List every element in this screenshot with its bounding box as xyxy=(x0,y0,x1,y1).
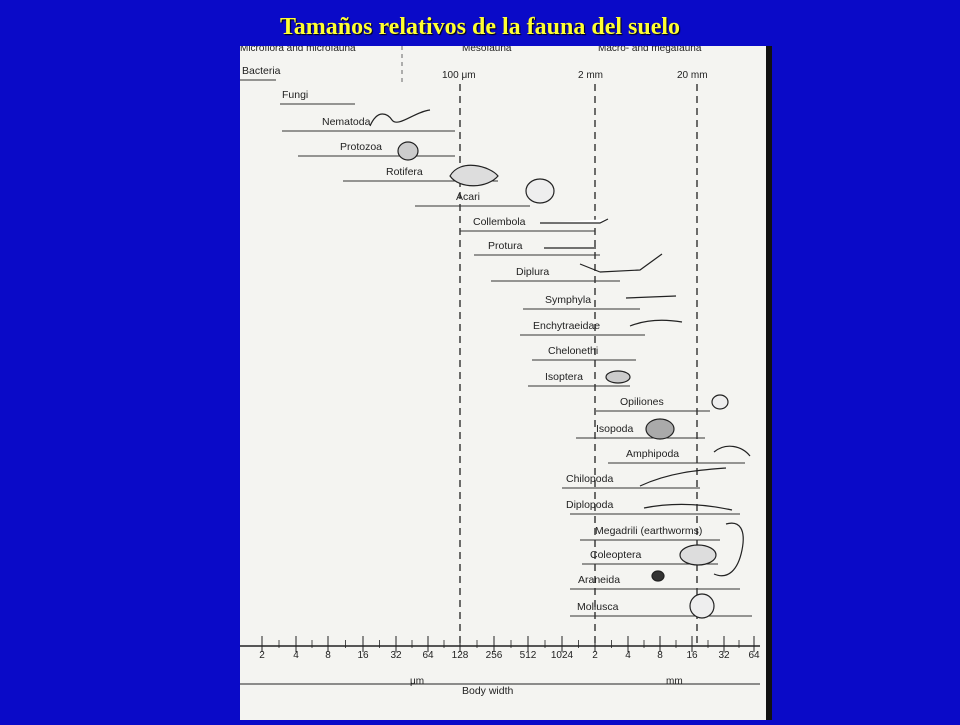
slide-title: Tamaños relativos de la fauna del suelo xyxy=(279,14,681,40)
axis-title: Body width xyxy=(462,685,514,697)
axis-tick-label: 128 xyxy=(451,650,469,661)
taxon-label: Protura xyxy=(488,240,523,252)
snail-icon xyxy=(690,594,714,618)
opiliones-icon xyxy=(712,395,728,409)
taxon-label: Coleoptera xyxy=(590,549,642,561)
beetle-icon xyxy=(680,545,716,565)
taxon-label: Diplura xyxy=(516,266,550,278)
isopod-icon xyxy=(646,419,674,439)
axis-tick-label: 64 xyxy=(748,650,760,661)
isoptera-icon xyxy=(606,371,630,383)
taxon-label: Isoptera xyxy=(545,371,583,383)
axis-tick-label: 2 xyxy=(259,650,265,661)
rotifer-icon xyxy=(450,165,498,185)
taxon-label: Protozoa xyxy=(340,141,383,153)
axis-tick-label: 4 xyxy=(625,650,631,661)
nematode-icon xyxy=(370,110,430,126)
enchytraeid-icon xyxy=(630,320,682,326)
axis-tick-label: 256 xyxy=(485,650,503,661)
taxon-label: Nematoda xyxy=(322,116,371,128)
centipede-icon xyxy=(640,468,726,486)
axis-tick-label: 8 xyxy=(325,650,331,661)
taxon-label: Diplopoda xyxy=(566,499,614,511)
header-zone-label: Microflora and microfauna xyxy=(240,46,356,54)
taxon-label: Symphyla xyxy=(545,294,592,306)
unit-um-label: μm xyxy=(410,676,425,687)
axis-tick-label: 4 xyxy=(293,650,299,661)
taxon-label: Fungi xyxy=(282,89,309,101)
axis-tick-label: 16 xyxy=(357,650,369,661)
axis-tick-label: 1024 xyxy=(550,650,574,661)
collembola-icon xyxy=(540,219,608,223)
diagram-svg xyxy=(240,46,766,720)
threshold-label: 20 mm xyxy=(677,70,708,81)
axis-tick-label: 32 xyxy=(718,650,730,661)
taxon-label: Chilopoda xyxy=(566,473,614,485)
spider-icon xyxy=(652,571,664,581)
soil-fauna-size-diagram xyxy=(240,46,772,720)
taxon-label: Opiliones xyxy=(620,396,664,408)
figure-edge xyxy=(766,46,772,720)
earthworm-icon xyxy=(714,523,743,576)
symphyla-icon xyxy=(626,296,676,298)
axis-tick-label: 512 xyxy=(519,650,537,661)
header-zone-label: Mesofauna xyxy=(462,46,512,54)
amphipod-icon xyxy=(714,446,750,456)
axis-tick-label: 8 xyxy=(657,650,663,661)
axis-tick-label: 32 xyxy=(390,650,402,661)
mite-icon xyxy=(526,179,554,203)
taxon-label: Amphipoda xyxy=(626,448,680,460)
taxon-label: Araneida xyxy=(578,574,621,586)
unit-mm-label: mm xyxy=(666,676,683,687)
threshold-label: 2 mm xyxy=(578,70,603,81)
taxon-label: Collembola xyxy=(473,216,526,228)
axis-tick-label: 64 xyxy=(422,650,434,661)
taxon-label: Bacteria xyxy=(242,65,281,77)
taxon-label: Enchytraeidae xyxy=(533,320,601,332)
diplura-icon xyxy=(580,254,662,272)
header-zone-label: Macro- and megafauna xyxy=(598,46,702,54)
taxon-label: Isopoda xyxy=(596,423,634,435)
taxon-label: Megadrili (earthworms) xyxy=(595,525,703,537)
protozoa-icon xyxy=(398,142,418,160)
threshold-label: 100 μm xyxy=(442,70,476,81)
taxon-label: Chelonethi xyxy=(548,345,599,357)
axis-tick-label: 16 xyxy=(686,650,698,661)
taxon-label: Rotifera xyxy=(386,166,423,178)
taxon-label: Acari xyxy=(456,191,480,203)
axis-tick-label: 2 xyxy=(592,650,598,661)
taxon-label: Mollusca xyxy=(577,601,619,613)
millipede-icon xyxy=(644,504,732,510)
